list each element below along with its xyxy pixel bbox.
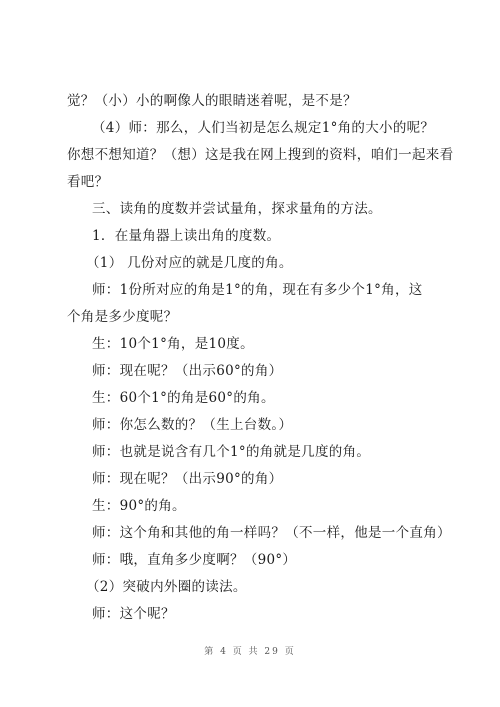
text-line-7: （1） 几份对应的就是几度的角。 — [86, 255, 293, 271]
text-line-20: 师：这个呢？ — [92, 606, 175, 622]
text-line-10: 生：10个1°角，是10度。 — [92, 336, 254, 352]
text-line-8: 师：1份所对应的角是1°的角，现在有多少个1°角，这 — [92, 282, 423, 298]
text-line-9: 个角是多少度呢？ — [67, 309, 178, 325]
text-line-19: （2）突破内外圈的读法。 — [86, 579, 247, 595]
text-line-18: 师：哦，直角多少度啊？（90°） — [92, 552, 297, 568]
section-heading: 三、读角的度数并尝试量角，探求量角的方法。 — [92, 201, 382, 217]
text-line-17: 师：这个角和其他的角一样吗？（不一样，他是一个直角） — [92, 525, 451, 541]
text-line-4: 看吧？ — [67, 174, 109, 190]
text-line-16: 生：90°的角。 — [92, 498, 186, 514]
text-line-13: 师：你怎么数的？（生上台数。） — [92, 417, 293, 433]
page-footer: 第 4 页 共 29 页 — [204, 647, 296, 657]
subsection-heading: 1．在量角器上读出角的度数。 — [92, 228, 281, 244]
text-line-15: 师：现在呢？（出示90°的角） — [92, 471, 283, 487]
text-line-1: 觉？（小）小的啊像人的眼睛迷着呢，是不是？ — [67, 93, 357, 109]
text-line-14: 师：也就是说含有几个1°的角就是几度的角。 — [92, 444, 371, 460]
text-line-3: 你想不想知道？（想）这是我在网上搜到的资料，咱们一起来看 — [67, 147, 454, 163]
text-line-2: （4）师：那么，人们当初是怎么规定1°角的大小的呢？ — [92, 120, 435, 136]
text-line-12: 生：60个1°的角是60°的角。 — [92, 390, 275, 406]
text-line-11: 师：现在呢？（出示60°的角） — [92, 363, 283, 379]
